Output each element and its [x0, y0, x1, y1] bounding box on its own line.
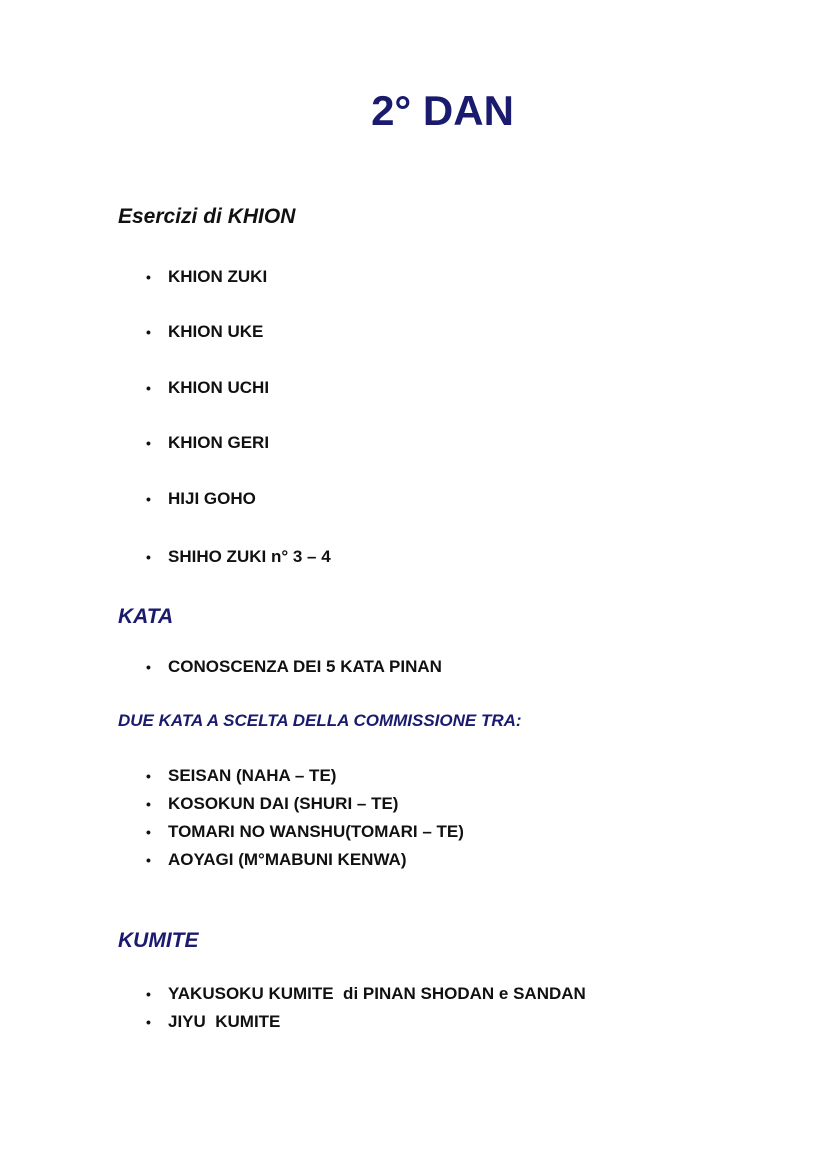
list-item — [146, 266, 267, 288]
bullet-icon: • — [146, 796, 151, 812]
bullet-icon: • — [146, 435, 151, 451]
list-item-label: HIJI GOHO — [168, 489, 256, 508]
list-item-label: KOSOKUN DAI (SHURI – TE) — [168, 794, 399, 813]
list-item-label: AOYAGI (M°MABUNI KENWA) — [168, 850, 407, 869]
bullet-icon: • — [146, 824, 151, 840]
list-item — [146, 793, 398, 815]
bullet-icon: • — [146, 659, 151, 675]
bullet-icon: • — [146, 380, 151, 396]
list-item-label: SEISAN (NAHA – TE) — [168, 766, 337, 785]
bullet-icon: • — [146, 324, 151, 340]
list-item-label: CONOSCENZA DEI 5 KATA PINAN — [168, 657, 442, 676]
list-item — [146, 488, 256, 510]
page-title: 2° DAN — [371, 87, 514, 134]
bullet-icon: • — [146, 549, 151, 565]
list-item — [146, 656, 442, 678]
list-item-label: KHION UCHI — [168, 378, 270, 397]
kata-heading: KATA — [118, 605, 174, 628]
list-item — [146, 432, 269, 454]
list-item-label: YAKUSOKU KUMITE di PINAN SHODAN e SANDAN — [168, 984, 586, 1003]
bullet-icon: • — [146, 768, 151, 784]
list-item-label: SHIHO ZUKI n° 3 – 4 — [168, 547, 331, 566]
bullet-icon: • — [146, 1014, 151, 1030]
khion-heading: Esercizi di KHION — [118, 205, 296, 228]
bullet-icon: • — [146, 269, 151, 285]
list-item-label: KHION ZUKI — [168, 267, 268, 286]
list-item — [146, 821, 464, 843]
bullet-icon: • — [146, 491, 151, 507]
list-item — [146, 983, 586, 1005]
kata-subheading: DUE KATA A SCELTA DELLA COMMISSIONE TRA: — [118, 711, 522, 730]
list-item-label: TOMARI NO WANSHU(TOMARI – TE) — [168, 822, 464, 841]
list-item-label: JIYU KUMITE — [168, 1012, 281, 1031]
bullet-icon: • — [146, 852, 151, 868]
list-item — [146, 546, 331, 568]
kumite-heading: KUMITE — [118, 929, 199, 952]
list-item — [146, 765, 336, 787]
bullet-icon: • — [146, 986, 151, 1002]
list-item-label: KHION GERI — [168, 433, 270, 452]
list-item — [146, 849, 407, 871]
list-item-label: KHION UKE — [168, 322, 264, 341]
list-item — [146, 321, 263, 343]
list-item — [146, 377, 269, 399]
list-item — [146, 1011, 280, 1033]
